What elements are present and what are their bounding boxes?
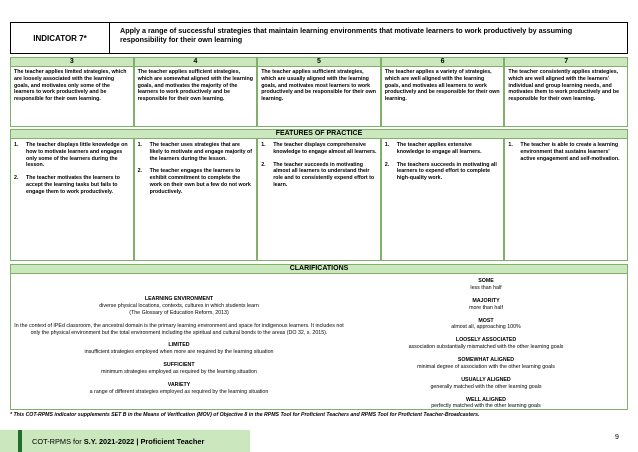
practice-number: 2. bbox=[137, 168, 143, 175]
practice-number: 2. bbox=[384, 161, 390, 168]
level-5-description: The teacher applies sufficient strategies, which are usually aligned with the learning goals, and motivates most learners to work productively and be responsible for their own learning. bbox=[257, 67, 381, 127]
definition-term: LIMITED bbox=[168, 342, 190, 349]
definition-term: SUFFICIENT bbox=[163, 362, 195, 369]
practice-row bbox=[10, 139, 628, 261]
definition-line: minimum strategies employed as required by the learning situation bbox=[101, 369, 257, 375]
practice-text: The teacher engages the learners to exhibit commitment to complete the work on their own but a few do not work productively. bbox=[149, 168, 251, 195]
definition-block bbox=[350, 278, 622, 292]
indicator-text: Apply a range of successful strategies that maintain learning environments that motivate learners to work productively by assuming responsibility for their own learning bbox=[110, 22, 628, 54]
definition-term: LEARNING ENVIRONMENT bbox=[144, 296, 214, 302]
definition-line: minimal degree of association with the other learning goals bbox=[417, 363, 555, 370]
footer-label-prefix: COT-RPMS for bbox=[32, 436, 82, 446]
practice-item bbox=[261, 162, 377, 189]
practice-item bbox=[14, 175, 130, 195]
practice-text: The teacher displays comprehensive knowledge to engage almost all learners. bbox=[273, 142, 377, 155]
practice-text: The teacher is able to create a learning environment that sustains learners' active engagement and self-motivation. bbox=[520, 142, 620, 162]
level-4-description: The teacher applies sufficient strategies, which are somewhat aligned with the learning goals, and motivates the majority of the learners to work productively and be responsible for their own learning. bbox=[134, 67, 258, 127]
practice-item bbox=[385, 162, 501, 182]
definition-term: WELL ALIGNED bbox=[465, 396, 507, 403]
definition-block bbox=[350, 298, 622, 312]
level-7-header: 7 bbox=[504, 57, 628, 67]
definition-block bbox=[14, 342, 344, 356]
definition-line: insufficient strategies employed when more are required by the learning situation bbox=[84, 349, 274, 356]
definition-term: LOOSELY ASSOCIATED bbox=[455, 337, 517, 344]
practice-number: 1. bbox=[14, 142, 19, 148]
definition-term: USUALLY ALIGNED bbox=[461, 376, 511, 383]
level-3-practices bbox=[10, 139, 134, 261]
practice-item bbox=[138, 142, 254, 162]
level-4-header: 4 bbox=[134, 57, 258, 67]
definition-line: association substantially mismatched with the other learning goals bbox=[408, 344, 564, 351]
level-6-description: The teacher applies a variety of strategies, which are well aligned with the learning goals, and motivates all learners to work productively and be responsible for their own learning. bbox=[381, 67, 505, 127]
definition-term: SOME bbox=[478, 278, 494, 284]
practice-text: The teachers succeeds in motivating all learners to expend effort to complete high-quality work. bbox=[396, 161, 497, 182]
footer-accent bbox=[18, 430, 22, 452]
practice-item bbox=[138, 168, 254, 195]
definition-block bbox=[350, 318, 622, 332]
definition-block bbox=[350, 377, 622, 391]
definition-block bbox=[14, 296, 344, 317]
definition-term: MAJORITY bbox=[472, 297, 500, 304]
practice-item bbox=[508, 142, 624, 162]
definition-term: VARIETY bbox=[167, 381, 191, 388]
level-description-row bbox=[10, 67, 628, 127]
definition-block bbox=[14, 382, 344, 396]
features-of-practice-title: FEATURES OF PRACTICE bbox=[10, 129, 628, 139]
level-7-practices bbox=[504, 139, 628, 261]
level-6-practices bbox=[381, 139, 505, 261]
definition-term: SOMEWHAT ALIGNED bbox=[457, 357, 515, 363]
definition-line: (The Glossary of Education Reform, 2013) bbox=[129, 309, 229, 316]
practice-number: 1. bbox=[508, 142, 513, 148]
level-5-header: 5 bbox=[257, 57, 381, 67]
definition-block bbox=[14, 362, 344, 376]
definition-block bbox=[14, 323, 344, 337]
practice-number: 2. bbox=[261, 161, 266, 168]
footnote: * This COT-RPMS indicator supplements SET B in the Means of Verification (MOV) of Objective 8 in the RPMS Tool for Proficient Teachers and RPMS Tool for Proficient Teacher-Broadcasters. bbox=[10, 412, 480, 418]
clarifications-title: CLARIFICATIONS bbox=[10, 264, 628, 274]
definition-block bbox=[350, 397, 622, 411]
page-number: 9 bbox=[615, 434, 619, 441]
level-6-header: 6 bbox=[381, 57, 505, 67]
definition-line: more than half bbox=[469, 304, 503, 311]
level-7-description: The teacher consistently applies strategies, which are well aligned with the learners' individual and group learning needs, and motivates them to work productively and be responsible for their own learning. bbox=[504, 67, 628, 127]
practice-text: The teacher uses strategies that are likely to motivate and engage majority of the learners during the lesson. bbox=[149, 142, 253, 162]
definition-block bbox=[350, 337, 622, 351]
practice-number: 1. bbox=[137, 142, 143, 148]
level-header-row bbox=[10, 57, 628, 67]
definition-line: generally matched with the other learning goals bbox=[430, 383, 542, 390]
practice-number: 1. bbox=[261, 142, 266, 148]
footer-bar bbox=[0, 430, 250, 452]
clarifications-right-column bbox=[350, 278, 622, 416]
definition-line: In the context of IPEd classroom, the ancestral domain is the primary learning environment and space for indigenous learners. It includes not only the physical environment but the total environment including the spiritual and cultural bonds to the areas (DO 32, s. 2015). bbox=[14, 322, 344, 336]
practice-item bbox=[14, 142, 130, 169]
practice-text: The teacher applies extensive knowledge to engage all learners. bbox=[396, 142, 482, 155]
footer-label-bold: S.Y. 2021-2022 | Proficient Teacher bbox=[83, 436, 205, 446]
practice-number: 2. bbox=[14, 175, 19, 182]
practice-text: The teacher displays little knowledge on how to motivate learners and engages only some of the learners during the lesson. bbox=[26, 142, 128, 169]
level-5-practices bbox=[257, 139, 381, 261]
level-3-header: 3 bbox=[10, 57, 134, 67]
definition-block bbox=[350, 357, 622, 371]
definition-term: MOST bbox=[478, 317, 494, 324]
indicator-label: INDICATOR 7* bbox=[10, 22, 110, 54]
practice-number: 1. bbox=[384, 142, 390, 148]
practice-item bbox=[261, 142, 377, 156]
practice-text: The teacher motivates the learners to accept the learning tasks but fails to engage them to work productively. bbox=[26, 175, 120, 195]
definition-line: less than half bbox=[470, 284, 502, 291]
level-3-description: The teacher applies limited strategies, which are loosely associated with the learning goals, and motivates only some of the learners to work productively and be responsible for their own learning. bbox=[10, 67, 134, 127]
definition-line: almost all, approaching 100% bbox=[451, 324, 521, 331]
definition-line: a range of different strategies employed as required by the learning situation bbox=[89, 388, 269, 395]
definition-line: diverse physical locations, contexts, cultures in which students learn bbox=[99, 302, 259, 309]
definition-line: perfectly matched with the other learning goals bbox=[431, 403, 541, 410]
practice-text: The teacher succeeds in motivating almost all learners to understand their role and to consistently expend effort to learn. bbox=[273, 161, 375, 188]
level-4-practices bbox=[134, 139, 258, 261]
clarifications-left-column bbox=[14, 296, 344, 402]
practice-item bbox=[385, 142, 501, 156]
